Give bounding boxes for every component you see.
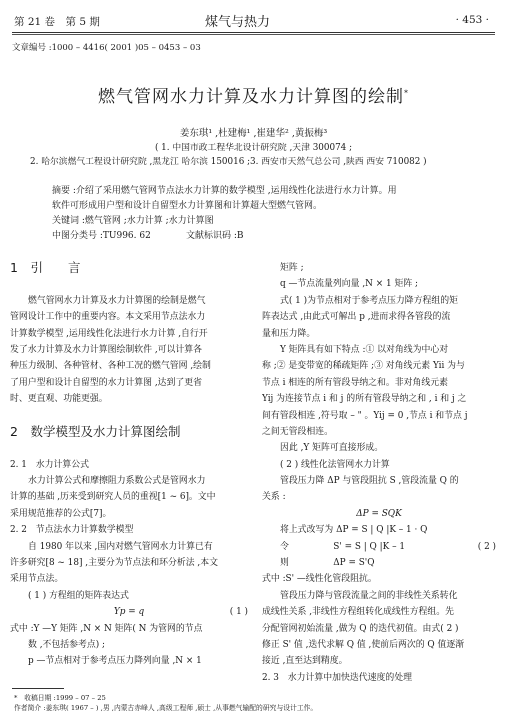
text-line: 2. 2 节点法水力计算数学模型 <box>10 525 134 536</box>
paragraph-line: 数 ,不包括参考点) ; <box>28 639 106 650</box>
spacer-line <box>10 276 248 292</box>
paragraph-line: ( 1 ) 方程组的矩阵表达式 <box>28 590 129 601</box>
author-list: 姜东琪¹ ,杜建梅¹ ,崔建华² ,黄振梅³ <box>179 128 328 139</box>
affiliation-1: ( 1. 中国市政工程华北设计研究院 ,天津 300074 ; <box>154 143 353 153</box>
abstract-line-1: 摘要 :介绍了采用燃气管网节点法水力计算的数学模型 ,运用线性化法进行水力计算。用 <box>52 186 397 196</box>
right-column <box>262 260 496 686</box>
equation-number: ( 1 ) <box>229 607 248 618</box>
text-line: 许多研究[8 ~ 18] ,主要分为节点法和环分析法 ,本文 <box>10 558 218 569</box>
paragraph-line: 式( 1 )为节点相对于参考点压力降方程组的矩 <box>280 295 458 306</box>
text-line: 间有管段相连 ,符号取 – " 。Yij = 0 ,节点 i 和节点 j <box>262 410 468 421</box>
text-line: 式中 :Y —Y 矩阵 ,N × N 矩阵( N 为管网的节点 <box>10 623 203 634</box>
paragraph-line: 管段压力降 ΔP 与管段阻抗 S ,管段流量 Q 的 <box>280 476 459 487</box>
running-header-journal: 煤气与热力 <box>205 15 271 30</box>
text-line: Yij 为连接节点 i 和 j 的所有管段导纳之和 , i 和 j 之 <box>262 394 467 405</box>
text-line: 节点 i 相连的所有管段导纳之和。非对角线元素 <box>262 377 448 388</box>
text-line: 阵表达式 ,由此式可解出 p ,进而求得各管段的流 <box>262 312 451 323</box>
paragraph-line: 燃气管网水力计算及水力计算图的绘制是燃气 <box>28 295 206 306</box>
paper-title-text: 燃气管网水力计算及水力计算图的绘制 <box>98 87 404 107</box>
section-heading: 2 数学模型及水力计算图绘制 <box>10 423 181 439</box>
text-line: 量和压力降。 <box>262 328 316 339</box>
paper-title <box>0 82 507 107</box>
paragraph-line: 则 ΔP = S'Q <box>280 558 375 569</box>
equation: ΔP = SQK <box>356 508 402 519</box>
paragraph-line: 将上式改写为 ΔP = S | Q |K – 1 · Q <box>280 525 428 536</box>
document-code: 文献标识码 :B <box>186 231 244 241</box>
equation: Yp = q ( 1 ) <box>10 604 248 620</box>
text-line: 计算数学模型 ,运用线性化法进行水力计算 ,自行开 <box>10 328 208 339</box>
text-line: 管网设计工作中的重要内容。本文采用节点法水力 <box>10 312 206 323</box>
running-header-volume: 第 21 卷 第 5 期 <box>14 16 100 28</box>
paragraph-line: 矩阵 ; <box>280 263 304 273</box>
classification-number: 中图分类号 :TU996. 62 <box>52 231 151 241</box>
left-column <box>10 260 248 670</box>
text-line: 采用节点法。 <box>10 574 64 585</box>
paragraph-line: ( 2 ) 线性化法管网水力计算 <box>280 459 390 470</box>
header-rule <box>12 32 495 33</box>
paragraph-line: 自 1980 年以来 ,国内对燃气管网水力计算已有 <box>28 541 213 552</box>
text-line: 接近 ,直至达到精度。 <box>262 656 348 667</box>
title-footnote-mark: * <box>404 88 409 98</box>
text-line: 了用户型和设计自留型的水力计算图 ,达到了更省 <box>10 377 203 388</box>
header-rule-thin <box>12 34 495 35</box>
text-line: 成线性关系 ,非线性方程组转化成线性方程组。先 <box>262 607 455 618</box>
paragraph-line: 管段压力降与管段流量之间的非线性关系转化 <box>280 590 458 601</box>
section-heading: 1 引 言 <box>10 260 81 275</box>
paragraph-line: q —节点流量列向量 ,N × 1 矩阵 ; <box>280 279 419 290</box>
text-line: 分配管网初始流量 ,做为 Q 的迭代初值。由式( 2 ) <box>262 623 459 634</box>
paragraph-line: 令 S' = S | Q |K – 1 ( 2 ) <box>262 539 496 555</box>
footnote-author-info: 作者简介 :姜东琪( 1967 – ) ,男 ,内蒙古赤峰人 ,高级工程师 ,硕士 ,从事燃气输配的研究与设计工作。 <box>14 704 318 712</box>
spacer-line <box>10 408 248 424</box>
text-line: 计算的基础 ,历来受到研究人员的重视[1 ~ 6]。文中 <box>10 492 216 503</box>
footnote-rule <box>12 688 64 689</box>
paragraph-line: Y 矩阵具有如下特点 :① 以对角线为中心对 <box>280 344 449 355</box>
equation-number: ( 2 ) <box>477 541 496 552</box>
text-line: 关系 : <box>262 492 286 503</box>
paragraph-line: 水力计算公式和摩擦阻力系数公式是管网水力 <box>28 476 206 487</box>
spacer-line <box>10 440 248 456</box>
footnote-received: * 收稿日期 :1999 – 07 – 25 <box>14 694 106 702</box>
text-line: 采用规范推荐的公式[7]。 <box>10 508 112 519</box>
text-line: 称 ;② 是变带宽的稀疏矩阵 ;③ 对角线元素 Yii 为与 <box>262 361 465 372</box>
text-line: 发了水力计算及水力计算图绘制软件 ,可以计算各 <box>10 344 203 355</box>
text-line: 修正 S' 值 ,迭代求解 Q 值 ,使前后两次的 Q 值逐渐 <box>262 639 465 650</box>
paragraph-line: 因此 ,Y 矩阵可直接形成。 <box>280 443 384 454</box>
text-line: 2. 1 水力计算公式 <box>10 459 90 470</box>
article-number: 文章编号 :1000 – 4416( 2001 )05 – 0453 – 03 <box>12 43 201 53</box>
text-line: 2. 3 水力计算中加快迭代速度的处理 <box>262 672 413 683</box>
text-line: 种压力级制、各种管材、各种工况的燃气管网 ,绘制 <box>10 361 211 372</box>
affiliation-2: 2. 哈尔滨燃气工程设计研究院 ,黑龙江 哈尔滨 150016 ;3. 西安市天然气总公司 ,陕西 西安 710082 ) <box>30 157 427 167</box>
keywords: 关键词 :燃气管网 ;水力计算 ;水力计算图 <box>52 216 214 226</box>
text-line: 之间无管段相连。 <box>262 426 333 437</box>
text-line: 式中 :S' —线性化管段阻抗。 <box>262 574 377 585</box>
text-line: 时、更直观、功能更强。 <box>10 394 108 405</box>
abstract-line-2: 软件可形成用户型和设计自留型水力计算图和计算超大型燃气管网。 <box>52 201 323 211</box>
paragraph-line: p —节点相对于参考点压力降列向量 ,N × 1 <box>28 656 202 667</box>
running-header-page: · 453 · <box>455 14 489 26</box>
